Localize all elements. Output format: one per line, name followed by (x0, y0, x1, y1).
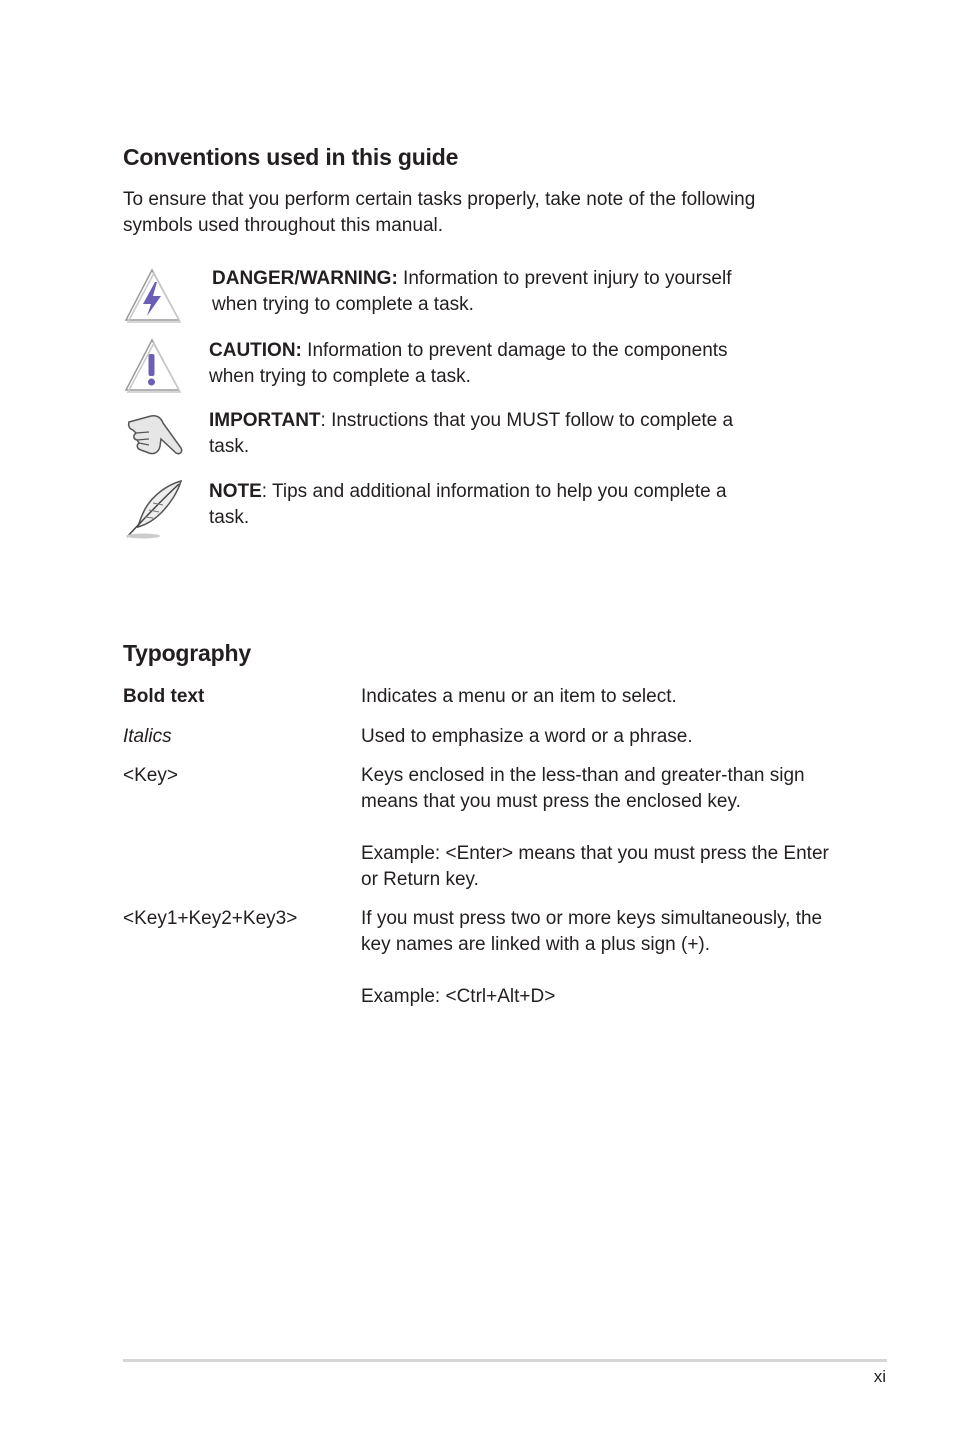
typography-desc (361, 763, 851, 893)
notice-label: CAUTION: (209, 340, 302, 361)
typography-term: <Key1+Key2+Key3> (123, 908, 298, 929)
typography-desc-text: Used to emphasize a word or a phrase. (361, 726, 693, 747)
notice-label: NOTE (209, 481, 262, 502)
notice-caution-text (209, 338, 769, 390)
notice-danger-text (212, 266, 772, 318)
typography-term: Italics (123, 726, 172, 747)
notice-danger-warning (123, 266, 823, 336)
typography-desc-text: Keys enclosed in the less-than and greater-than sign means that you must press the enclosed key. (361, 765, 805, 812)
page-number: xi (873, 1367, 886, 1386)
typography-term: <Key> (123, 765, 178, 786)
typography-heading: Typography (123, 640, 251, 666)
conventions-heading: Conventions used in this guide (123, 144, 459, 170)
notice-important (123, 408, 823, 478)
lightning-warning-icon (123, 266, 185, 328)
typography-desc (361, 906, 851, 1010)
notice-important-text (209, 408, 769, 460)
notice-body: : Tips and additional information to help you complete a task. (209, 481, 727, 528)
notice-body: : Instructions that you MUST follow to complete a task. (209, 410, 734, 457)
typography-desc-text: Indicates a menu or an item to select. (361, 686, 677, 707)
typography-desc-text: If you must press two or more keys simultaneously, the key names are linked with a plus sign (+). (361, 908, 823, 955)
typography-example-text: Example: <Enter> means that you must press the Enter or Return key. (361, 843, 829, 890)
notice-note (123, 479, 823, 549)
quill-pen-icon (123, 479, 185, 541)
notice-label: DANGER/WARNING: (212, 268, 398, 289)
typography-desc (361, 684, 851, 710)
typography-example-text: Example: <Ctrl+Alt+D> (361, 986, 556, 1007)
notice-body: Information to prevent injury to yourself when trying to complete a task. (212, 268, 732, 315)
pointing-hand-icon (123, 408, 185, 470)
typography-desc (361, 724, 851, 750)
conventions-intro: To ensure that you perform certain tasks properly, take note of the following symbols used throughout this manual. (123, 189, 756, 236)
notice-note-text (209, 479, 769, 531)
exclamation-caution-icon (123, 338, 185, 400)
notice-label: IMPORTANT (209, 410, 321, 431)
notice-caution (123, 338, 823, 408)
notice-body: Information to prevent damage to the components when trying to complete a task. (209, 340, 728, 387)
typography-term: Bold text (123, 686, 205, 707)
footer-rule (123, 1359, 887, 1362)
